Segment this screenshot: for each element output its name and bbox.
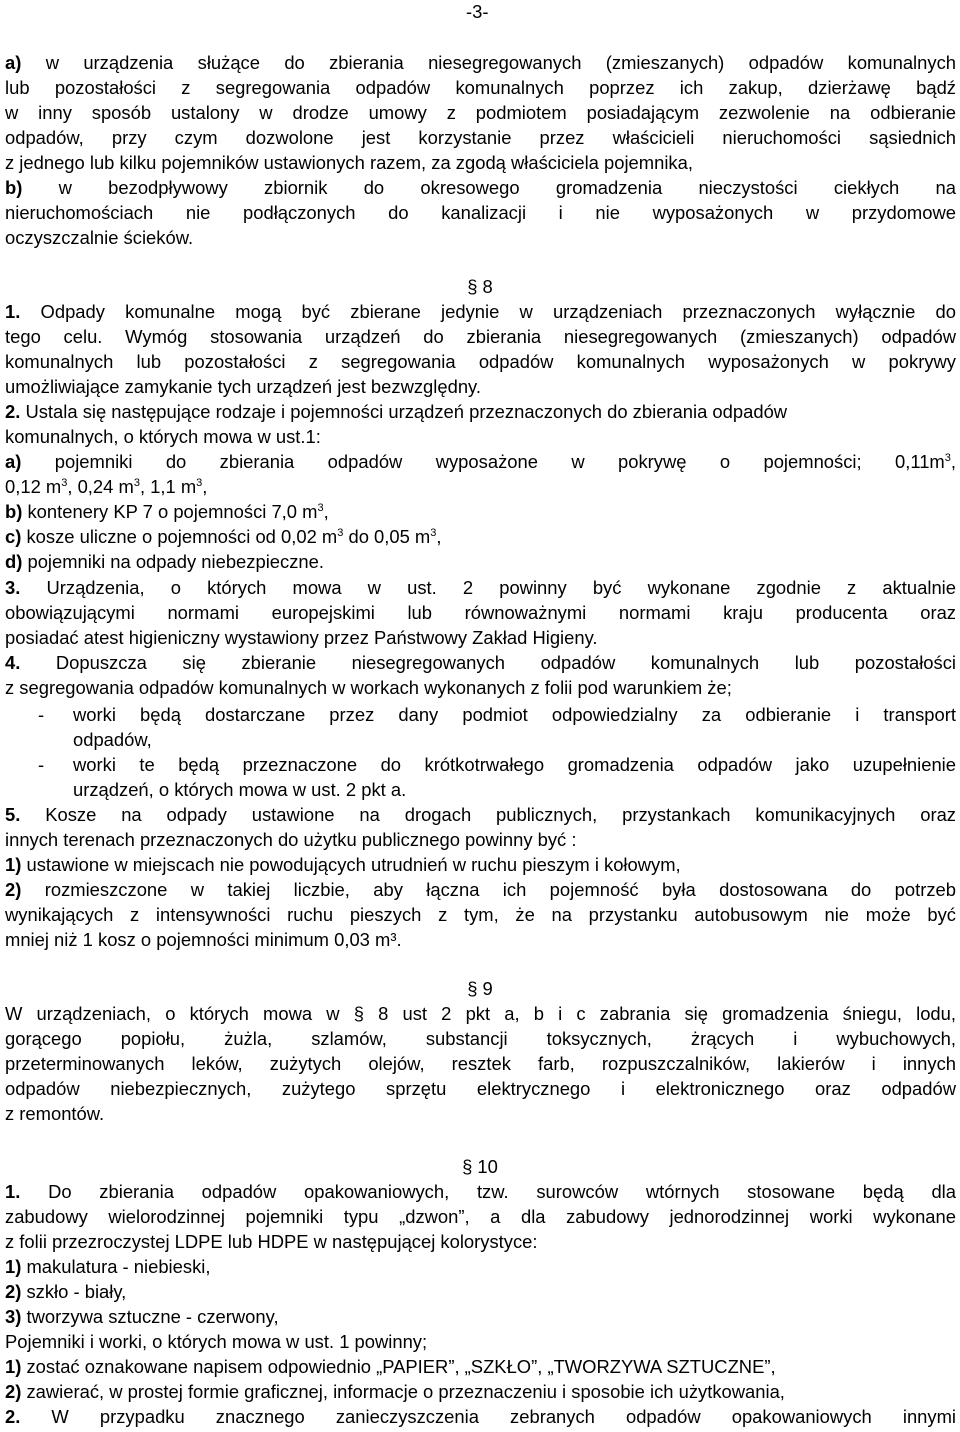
- marker: 2.: [5, 1406, 21, 1427]
- marker: 1.: [5, 1181, 21, 1202]
- text: , 0,24 m: [67, 476, 134, 497]
- par8-p4-bullet-2-line-1: worki te będą przeznaczone do krótkotrwałego gromadzenia odpadów jako uzupełnienie: [73, 754, 956, 775]
- superscript: 3: [337, 527, 344, 539]
- par10-p1-line-3: z folii przezroczystej LDPE lub HDPE w następującej kolorystyce:: [5, 1231, 538, 1252]
- section-a-line-1: [5, 51, 956, 75]
- text: zostać oznakowane napisem odpowiednio „PAPIER”, „SZKŁO”, „TWORZYWA SZTUCZNE”,: [21, 1356, 776, 1377]
- par10-containers-line: Pojemniki i worki, o których mowa w ust. 1 powinny;: [5, 1331, 428, 1352]
- par10-color-item-1: [5, 1255, 956, 1279]
- marker: 1): [5, 1356, 22, 1377]
- par9-line-3: przeterminowanych leków, zużytych olejów, resztek farb, rozpuszczalników, lakierów i innych: [5, 1053, 956, 1074]
- superscript: 3: [133, 477, 140, 489]
- text: 0,12 m: [5, 476, 62, 497]
- marker: 2): [5, 1381, 22, 1402]
- text: Kosze na odpady ustawione na drogach publicznych, przystankach komunikacyjnych oraz: [20, 804, 956, 825]
- bullet-dash: -: [38, 754, 45, 775]
- text: zawierać, w prostej formie graficznej, informacje o przeznaczeniu i sposobie ich użytkowania,: [21, 1381, 785, 1402]
- section-b-marker: b): [5, 177, 23, 198]
- par8-p5-line-1: [5, 803, 956, 827]
- par9-line-5: z remontów.: [5, 1103, 105, 1124]
- superscript: 3: [317, 502, 324, 514]
- par9-line-1: W urządzeniach, o których mowa w § 8 ust 2 pkt a, b i c zabrania się gromadzenia śniegu, lodu,: [5, 1003, 956, 1024]
- par8-p5-line-2: innych terenach przeznaczonych do użytku publicznego powinny być :: [5, 829, 577, 850]
- text: w urządzenia służące do zbierania niesegregowanych (zmieszanych) odpadów komunalnych: [21, 52, 956, 73]
- par8-p5-item-2-line-2: wynikających z intensywności ruchu pieszych z tym, że na przystanku autobusowym nie może być: [5, 904, 956, 925]
- par8-p2-line-2: komunalnych, o których mowa w ust.1:: [5, 426, 321, 447]
- superscript: 3: [944, 452, 951, 464]
- marker: 2.: [5, 401, 21, 422]
- marker: d): [5, 551, 23, 572]
- section-b-line-3: oczyszczalnie ścieków.: [5, 227, 194, 248]
- marker: 5.: [5, 804, 21, 825]
- section-a-line-5: z jednego lub kilku pojemników ustawionych razem, za zgodą właściciela pojemnika,: [5, 152, 693, 173]
- text: makulatura - niebieski,: [21, 1256, 211, 1277]
- marker: 2): [5, 1281, 22, 1302]
- marker: 1.: [5, 301, 21, 322]
- par8-p4-line-2: z segregowania odpadów komunalnych w workach wykonanych z folii pod warunkiem że;: [5, 677, 732, 698]
- par10-req-1: [5, 1355, 956, 1379]
- par8-p1-line-2: tego celu. Wymóg stosowania urządzeń do zbierania niesegregowanych (zmieszanych) odpadów: [5, 326, 956, 347]
- par10-p2-line: [5, 1405, 956, 1429]
- par8-p4-line-1: [5, 651, 956, 675]
- par8-p5-item-2-line-3: mniej niż 1 kosz o pojemności minimum 0,03 m³.: [5, 929, 402, 950]
- par8-p2-line-1: [5, 400, 956, 424]
- superscript: 3: [61, 477, 68, 489]
- par8-a-line-2: [5, 475, 956, 499]
- text: rozmieszczone w takiej liczbie, aby łączna ich pojemność była dostosowana do potrzeb: [21, 879, 956, 900]
- section-a-marker: a): [5, 52, 22, 73]
- text: pojemniki do zbierania odpadów wyposażone w pokrywę o pojemności; 0,11m: [21, 451, 945, 472]
- section-heading-9: § 9: [467, 978, 493, 999]
- text: Dopuszcza się zbieranie niesegregowanych odpadów komunalnych lub pozostałości: [20, 652, 956, 673]
- marker: 2): [5, 879, 22, 900]
- marker: 4.: [5, 652, 21, 673]
- par8-p5-item-1: [5, 853, 956, 877]
- text: Odpady komunalne mogą być zbierane jedynie w urządzeniach przeznaczonych wyłącznie do: [20, 301, 956, 322]
- par9-line-4: odpadów niebezpiecznych, zużytego sprzętu elektrycznego i elektronicznego oraz odpadów: [5, 1078, 956, 1099]
- page-number: -3-: [466, 1, 489, 22]
- marker: 1): [5, 1256, 22, 1277]
- section-a-line-3: w inny sposób ustalony w drodze umowy z podmiotem posiadającym zezwolenie na odbieranie: [5, 102, 956, 123]
- superscript: 3: [196, 477, 203, 489]
- par8-p4-bullet-1-line-2: odpadów,: [73, 729, 152, 750]
- section-b-line-1: [5, 176, 956, 200]
- par8-p3-line-1: [5, 576, 956, 600]
- par10-req-2: [5, 1380, 956, 1404]
- text: kosze uliczne o pojemności od 0,02 m: [21, 526, 338, 547]
- section-a-line-2: lub pozostałości z segregowania odpadów komunalnych poprzez ich zakup, dzierżawę bądź: [5, 77, 956, 98]
- marker: c): [5, 526, 22, 547]
- par8-p1-line-4: umożliwiające zamykanie tych urządzeń jest bezwzględny.: [5, 376, 481, 397]
- par8-p1-line-3: komunalnych lub pozostałości z segregowania odpadów komunalnych wyposażonych w pokrywy: [5, 351, 956, 372]
- text: w bezodpływowy zbiornik do okresowego gromadzenia nieczystości ciekłych na: [22, 177, 956, 198]
- par9-line-2: gorącego popiołu, żużla, szlamów, substancji toksycznych, żrących i wybuchowych,: [5, 1028, 956, 1049]
- marker: 3.: [5, 577, 21, 598]
- section-a-line-4: odpadów, przy czym dozwolone jest korzystanie przez właścicieli nieruchomości sąsiednich: [5, 127, 956, 148]
- text: do 0,05 m: [343, 526, 431, 547]
- bullet-dash: -: [38, 704, 45, 725]
- text: Ustala się następujące rodzaje i pojemności urządzeń przeznaczonych do zbierania odpadów: [20, 401, 788, 422]
- section-heading-10: § 10: [462, 1156, 498, 1177]
- par8-p3-line-3: posiadać atest higieniczny wystawiony przez Państwowy Zakład Higieny.: [5, 627, 598, 648]
- text: , 1,1 m: [139, 476, 197, 497]
- text: Urządzenia, o których mowa w ust. 2 powinny być wykonane zgodnie z aktualnie: [20, 577, 956, 598]
- text: W przypadku znacznego zanieczyszczenia zebranych odpadów opakowaniowych innymi: [20, 1406, 956, 1427]
- par8-p1-line-1: [5, 300, 956, 324]
- par10-color-item-3: [5, 1305, 956, 1329]
- text: ,: [950, 451, 956, 472]
- marker: a): [5, 451, 22, 472]
- section-b-line-2: nieruchomościach nie podłączonych do kanalizacji i nie wyposażonych w przydomowe: [5, 202, 956, 223]
- text: Do zbierania odpadów opakowaniowych, tzw. surowców wtórnych stosowane będą dla: [20, 1181, 956, 1202]
- par10-color-item-2: [5, 1280, 956, 1304]
- text: kontenery KP 7 o pojemności 7,0 m: [22, 501, 318, 522]
- marker: 1): [5, 854, 22, 875]
- par8-d-line: [5, 550, 956, 574]
- text: ,: [202, 476, 208, 497]
- par8-a-line-1: [5, 450, 956, 474]
- par8-c-line: [5, 525, 956, 549]
- text: tworzywa sztuczne - czerwony,: [21, 1306, 279, 1327]
- text: ,: [323, 501, 329, 522]
- text: ustawione w miejscach nie powodujących utrudnień w ruchu pieszym i kołowym,: [21, 854, 681, 875]
- text: szkło - biały,: [21, 1281, 127, 1302]
- marker: b): [5, 501, 23, 522]
- par8-b-line: [5, 500, 956, 524]
- text: pojemniki na odpady niebezpieczne.: [22, 551, 324, 572]
- text: ,: [436, 526, 442, 547]
- par10-p1-line-2: zabudowy wielorodzinnej pojemniki typu „dzwon”, a dla zabudowy jednorodzinnej worki wykonane: [5, 1206, 956, 1227]
- par8-p4-bullet-2-line-2: urządzeń, o których mowa w ust. 2 pkt a.: [73, 779, 407, 800]
- marker: 3): [5, 1306, 22, 1327]
- section-heading-8: § 8: [467, 276, 493, 297]
- par8-p4-bullet-1-line-1: worki będą dostarczane przez dany podmiot odpowiedzialny za odbieranie i transport: [73, 704, 956, 725]
- par10-p1-line-1: [5, 1180, 956, 1204]
- superscript: 3: [430, 527, 437, 539]
- par8-p3-line-2: obowiązującymi normami europejskimi lub równoważnymi normami kraju producenta oraz: [5, 602, 956, 623]
- par8-p5-item-2-line-1: [5, 878, 956, 902]
